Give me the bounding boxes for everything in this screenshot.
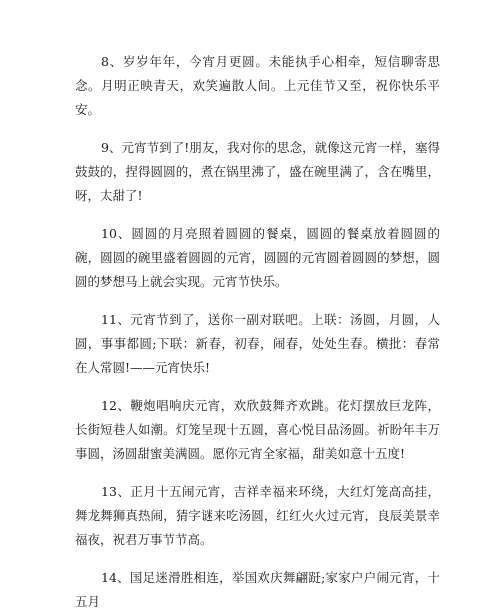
paragraph-11: 11、元宵节到了，送你一副对联吧。上联：汤圆，月圆，人圆，事事都圆;下联：新春，初春，闹春，处处生春。横批：春常在人常圆!——元宵快乐!: [75, 312, 440, 375]
paragraph-14: 14、国足迷滑胜相连，举国欢庆舞翩跹;家家户户闹元宵，十五月: [75, 570, 440, 609]
paragraph-10: 10、圆圆的月亮照着圆圆的餐桌，圆圆的餐桌放着圆圆的碗，圆圆的碗里盛着圆圆的元宵，圆圆的元宵圆着圆圆的梦想，圆圆的梦想马上就会实现。元宵节快乐。: [75, 226, 440, 289]
paragraph-9: 9、元宵节到了!朋友，我对你的思念，就像这元宵一样，塞得鼓鼓的，捏得圆圆的，煮在锅里沸了，盛在碗里满了，含在嘴里，呀，太甜了!: [75, 140, 440, 203]
paragraph-13: 13、正月十五闹元宵，吉祥幸福来环绕，大红灯笼高高挂，舞龙舞狮真热闹，猜字谜来吃汤圆，红红火火过元宵，良辰美景幸福夜，祝君万事节节高。: [75, 484, 440, 547]
paragraph-12: 12、鞭炮唱响庆元宵，欢欣鼓舞齐欢跳。花灯摆放巨龙阵，长街短巷人如潮。灯笼呈现十五圆，喜心悦目品汤圆。祈盼年丰万事圆，汤圆甜蜜美满圆。愿你元宵全家福，甜美如意十五度!: [75, 398, 440, 461]
paragraph-8: 8、岁岁年年，今宵月更圆。未能执手心相牵，短信聊寄思念。月明正映青天，欢笑遍散人间。上元佳节又至，祝你快乐平安。: [75, 54, 440, 117]
